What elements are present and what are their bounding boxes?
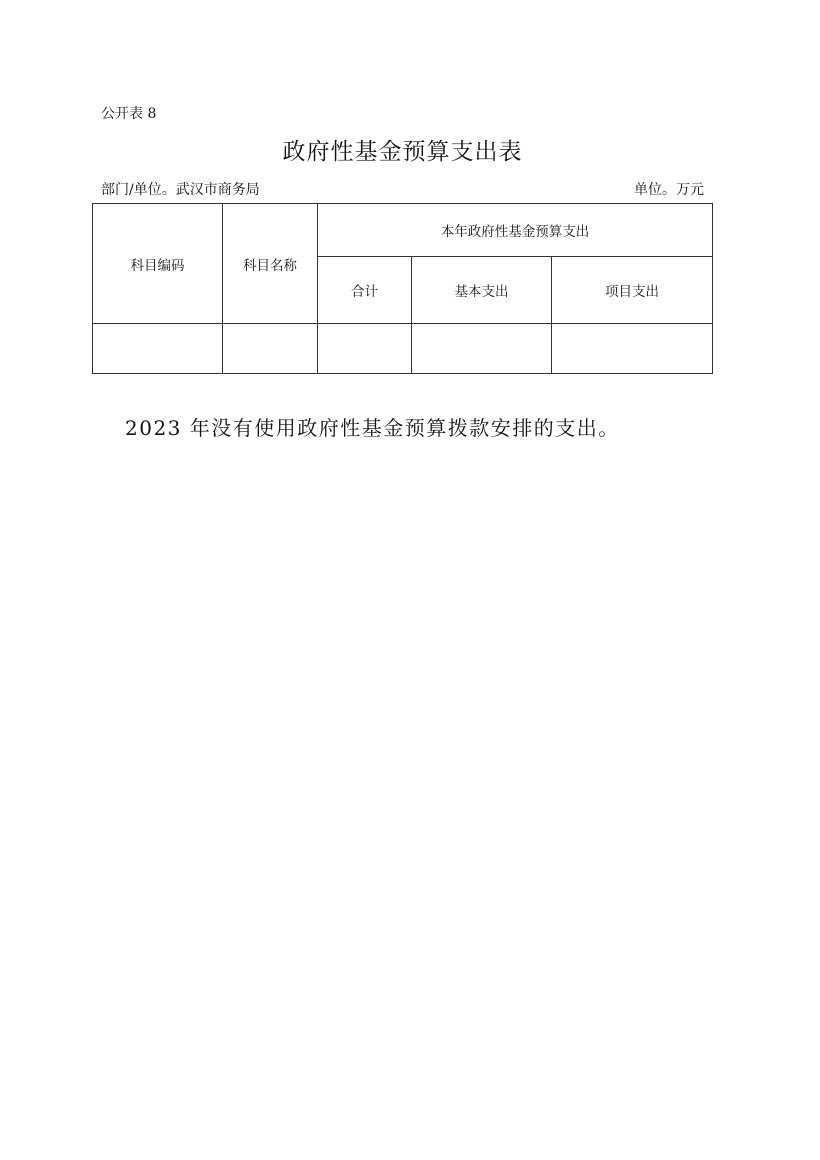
header-subject-name: 科目名称 <box>223 204 318 324</box>
budget-table <box>92 203 713 374</box>
header-subject-code: 科目编码 <box>93 204 223 324</box>
table-number-label: 公开表 8 <box>101 106 157 122</box>
table-cell <box>412 324 552 374</box>
table-cell <box>93 324 223 374</box>
table-cell <box>552 324 713 374</box>
table-row <box>93 324 713 374</box>
header-total: 合计 <box>318 257 412 324</box>
unit-label: 单位。万元 <box>634 182 704 198</box>
table-cell <box>318 324 412 374</box>
table-header-row <box>93 204 713 257</box>
department-label: 部门/单位。武汉市商务局 <box>101 182 260 198</box>
header-basic-expenditure: 基本支出 <box>412 257 552 324</box>
table-cell <box>223 324 318 374</box>
page-title: 政府性基金预算支出表 <box>282 139 523 165</box>
header-expenditure-group: 本年政府性基金预算支出 <box>318 204 713 257</box>
header-project-expenditure: 项目支出 <box>552 257 713 324</box>
note-text: 2023 年没有使用政府性基金预算拨款安排的支出。 <box>125 416 620 440</box>
